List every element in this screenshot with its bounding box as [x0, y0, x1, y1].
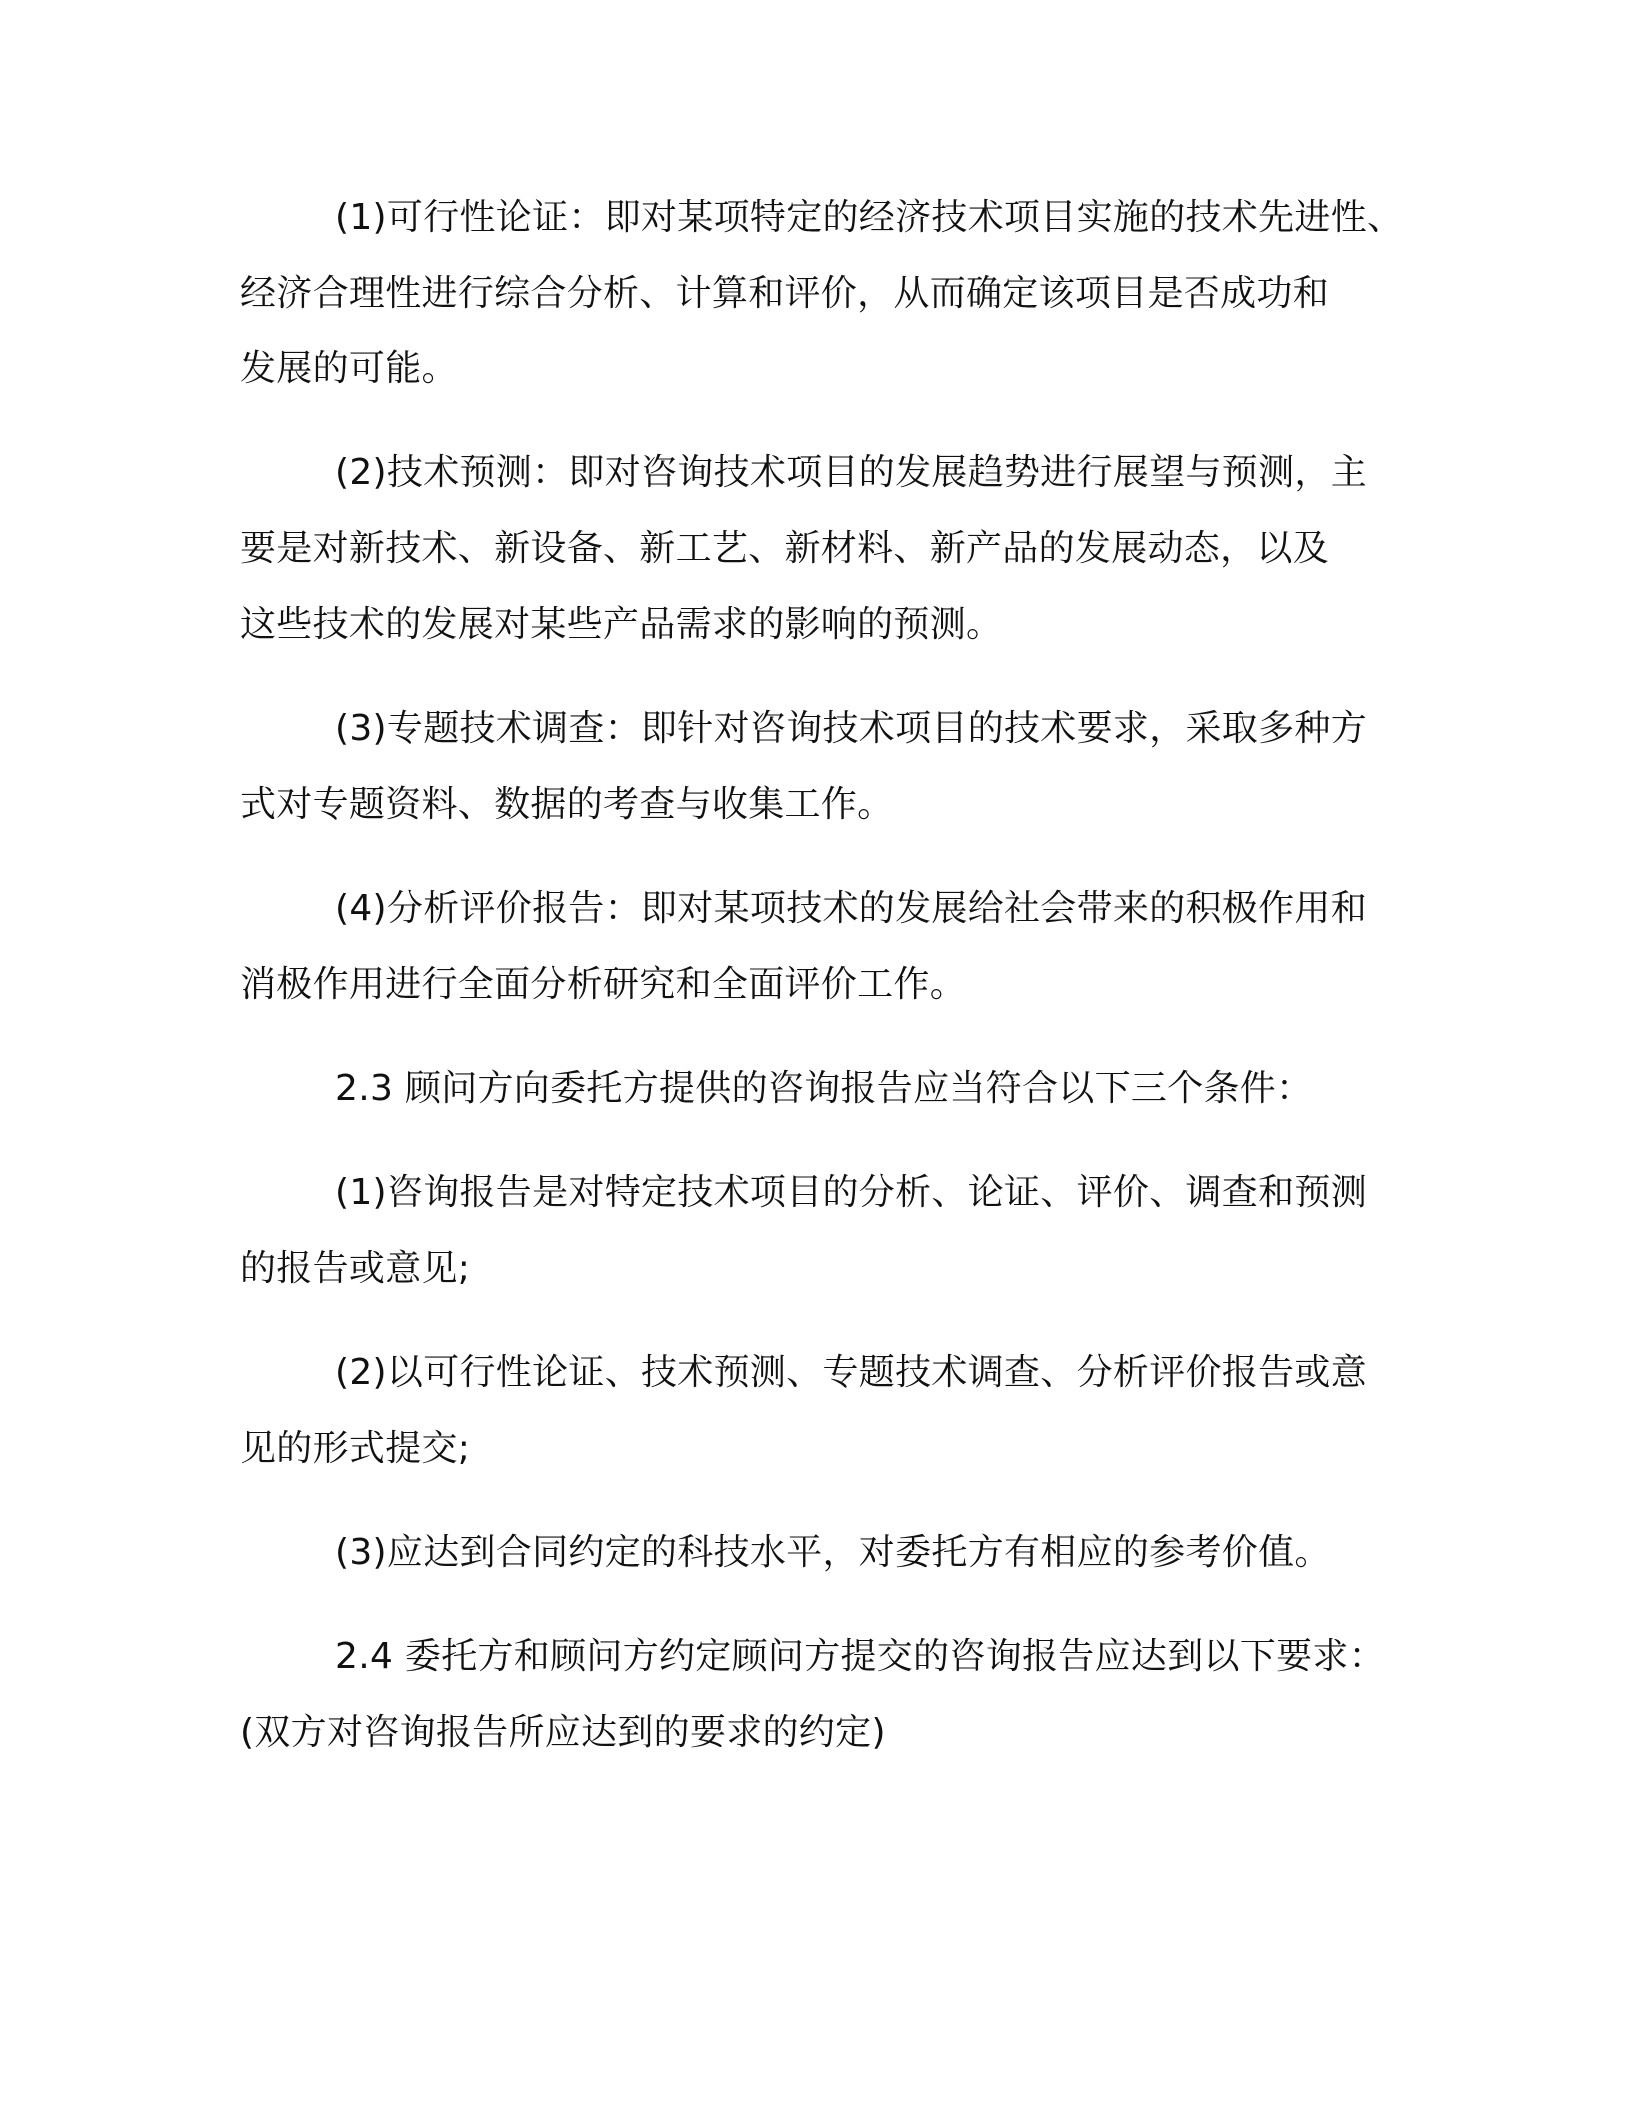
- paragraph-2-line-2: 要是对新技术、新设备、新工艺、新材料、新产品的发展动态，以及: [240, 528, 1330, 569]
- paragraph-2-line-1: (2)技术预测：即对咨询技术项目的发展趋势进行展望与预测，主: [335, 452, 1367, 493]
- paragraph-1-line-2: 经济合理性进行综合分析、计算和评价，从而确定该项目是否成功和: [240, 273, 1330, 314]
- paragraph-6-line-1: (1)咨询报告是对特定技术项目的分析、论证、评价、调查和预测: [335, 1172, 1367, 1213]
- paragraph-3-line-1: (3)专题技术调查：即针对咨询技术项目的技术要求，采取多种方: [335, 708, 1367, 749]
- paragraph-7-line-1: (2)以可行性论证、技术预测、专题技术调查、分析评价报告或意: [335, 1352, 1367, 1393]
- paragraph-3-line-2: 式对专题资料、数据的考查与收集工作。: [240, 784, 894, 825]
- section-2-4-heading: 2.4 委托方和顾问方约定顾问方提交的咨询报告应达到以下要求：: [335, 1636, 1385, 1677]
- section-2-4-note: (双方对咨询报告所应达到的要求的约定): [240, 1712, 886, 1753]
- paragraph-2-line-3: 这些技术的发展对某些产品需求的影响的预测。: [240, 604, 1003, 645]
- paragraph-6-line-2: 的报告或意见;: [240, 1248, 471, 1289]
- paragraph-1-line-1: (1)可行性论证：即对某项特定的经济技术项目实施的技术先进性、: [335, 197, 1404, 238]
- section-2-3-heading: 2.3 顾问方向委托方提供的咨询报告应当符合以下三个条件：: [335, 1068, 1313, 1109]
- paragraph-8-line-1: (3)应达到合同约定的科技水平，对委托方有相应的参考价值。: [335, 1532, 1331, 1573]
- paragraph-1-line-3: 发展的可能。: [240, 348, 458, 389]
- paragraph-4-line-2: 消极作用进行全面分析研究和全面评价工作。: [240, 964, 967, 1005]
- paragraph-4-line-1: (4)分析评价报告：即对某项技术的发展给社会带来的积极作用和: [335, 888, 1367, 929]
- paragraph-7-line-2: 见的形式提交;: [240, 1428, 471, 1469]
